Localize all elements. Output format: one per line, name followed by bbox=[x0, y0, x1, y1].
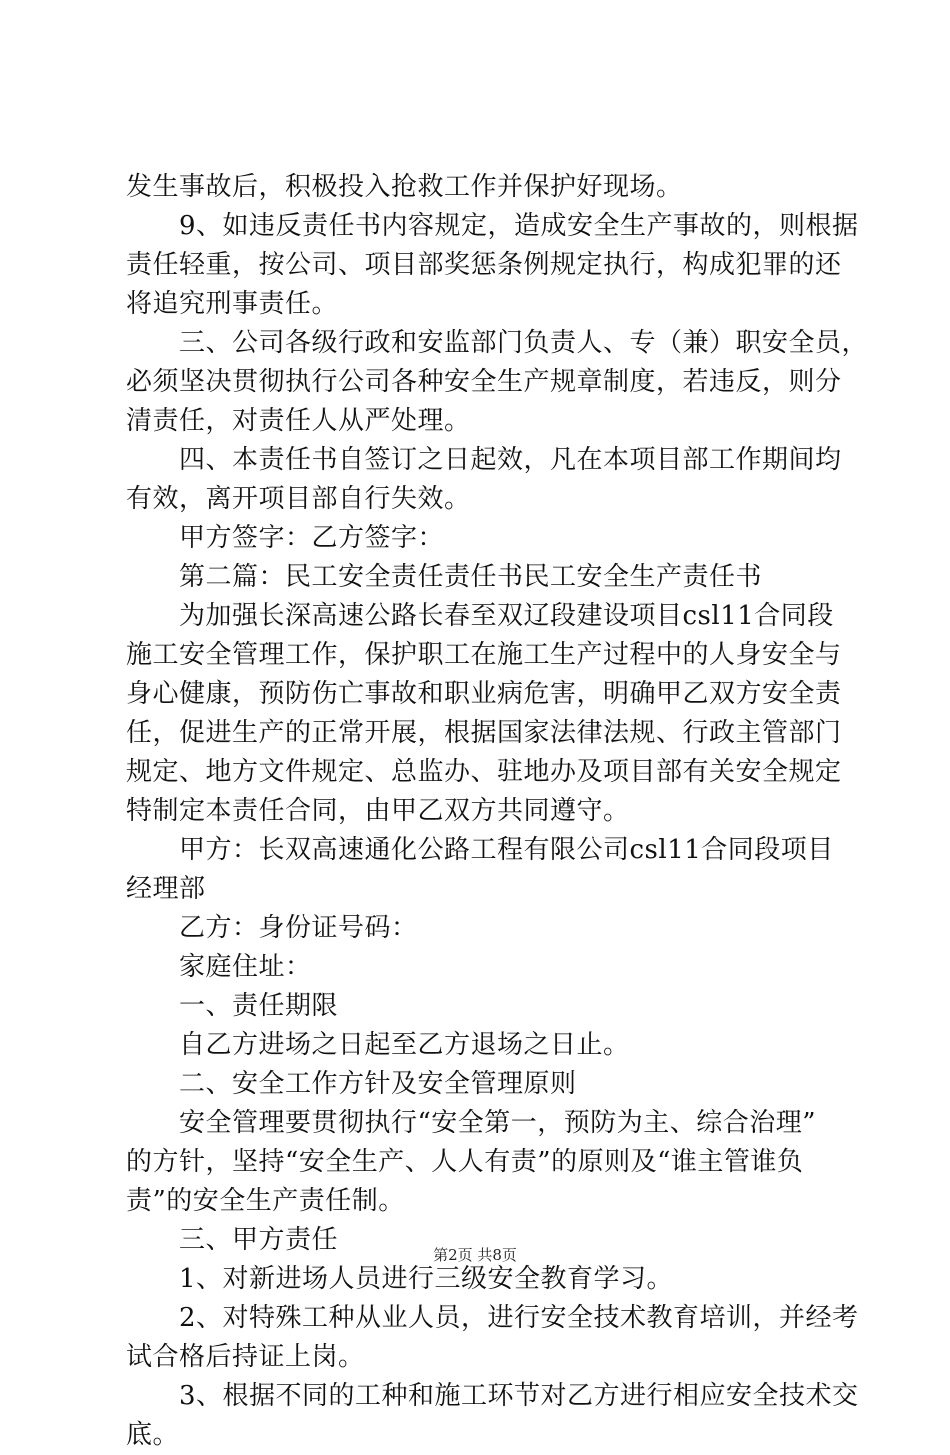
text-line: 二、安全工作方针及安全管理原则 bbox=[126, 1069, 577, 1099]
text-line: 2、对特殊工种从业人员，进行安全技术教育培训，并经考 bbox=[126, 1303, 859, 1333]
text-line: 甲方签字：乙方签字： bbox=[126, 523, 445, 553]
text-line: 三、甲方责任 bbox=[126, 1225, 339, 1255]
text-line: 9、如违反责任书内容规定，造成安全生产事故的，则根据 bbox=[126, 211, 859, 241]
text-line: 试合格后持证上岗。 bbox=[126, 1342, 365, 1372]
text-line: 责”的安全生产责任制。 bbox=[126, 1186, 405, 1216]
text-line: 规定、地方文件规定、总监办、驻地办及项目部有关安全规定 bbox=[126, 757, 842, 787]
text-line: 3、根据不同的工种和施工环节对乙方进行相应安全技术交 bbox=[126, 1381, 859, 1411]
text-line: 为加强长深高速公路长春至双辽段建设项目csl11合同段 bbox=[126, 601, 834, 631]
text-line: 三、公司各级行政和安监部门负责人、专（兼）职安全员， bbox=[126, 328, 869, 358]
text-line: 经理部 bbox=[126, 874, 206, 904]
text-line: 身心健康，预防伤亡事故和职业病危害，明确甲乙双方安全责 bbox=[126, 679, 842, 709]
section-heading: 第二篇：民工安全责任责任书民工安全生产责任书 bbox=[126, 562, 763, 592]
text-line: 一、责任期限 bbox=[126, 991, 339, 1021]
text-line: 甲方：长双高速通化公路工程有限公司csl11合同段项目 bbox=[126, 835, 834, 865]
text-line: 的方针，坚持“安全生产、人人有责”的原则及“谁主管谁负 bbox=[126, 1147, 804, 1177]
text-line: 自乙方进场之日起至乙方退场之日止。 bbox=[126, 1030, 630, 1060]
text-line: 施工安全管理工作，保护职工在施工生产过程中的人身安全与 bbox=[126, 640, 842, 670]
text-line: 1、对新进场人员进行三级安全教育学习。 bbox=[126, 1264, 674, 1294]
text-line: 安全管理要贯彻执行“安全第一，预防为主、综合治理” bbox=[126, 1108, 817, 1138]
text-line: 将追究刑事责任。 bbox=[126, 289, 339, 319]
text-line: 底。 bbox=[126, 1420, 180, 1450]
text-line: 清责任，对责任人从严处理。 bbox=[126, 406, 471, 436]
text-line: 家庭住址： bbox=[126, 952, 312, 982]
text-line: 乙方：身份证号码： bbox=[126, 913, 418, 943]
text-line: 特制定本责任合同，由甲乙双方共同遵守。 bbox=[126, 796, 630, 826]
text-line: 必须坚决贯彻执行公司各种安全生产规章制度，若违反，则分 bbox=[126, 367, 842, 397]
text-line: 责任轻重，按公司、项目部奖惩条例规定执行，构成犯罪的还 bbox=[126, 250, 842, 280]
page-number-footer: 第2页 共8页 bbox=[433, 1246, 517, 1264]
text-line: 任，促进生产的正常开展，根据国家法律法规、行政主管部门 bbox=[126, 718, 842, 748]
text-line: 有效，离开项目部自行失效。 bbox=[126, 484, 471, 514]
text-line: 四、本责任书自签订之日起效，凡在本项目部工作期间均 bbox=[126, 445, 842, 475]
text-line: 发生事故后，积极投入抢救工作并保护好现场。 bbox=[126, 172, 683, 202]
